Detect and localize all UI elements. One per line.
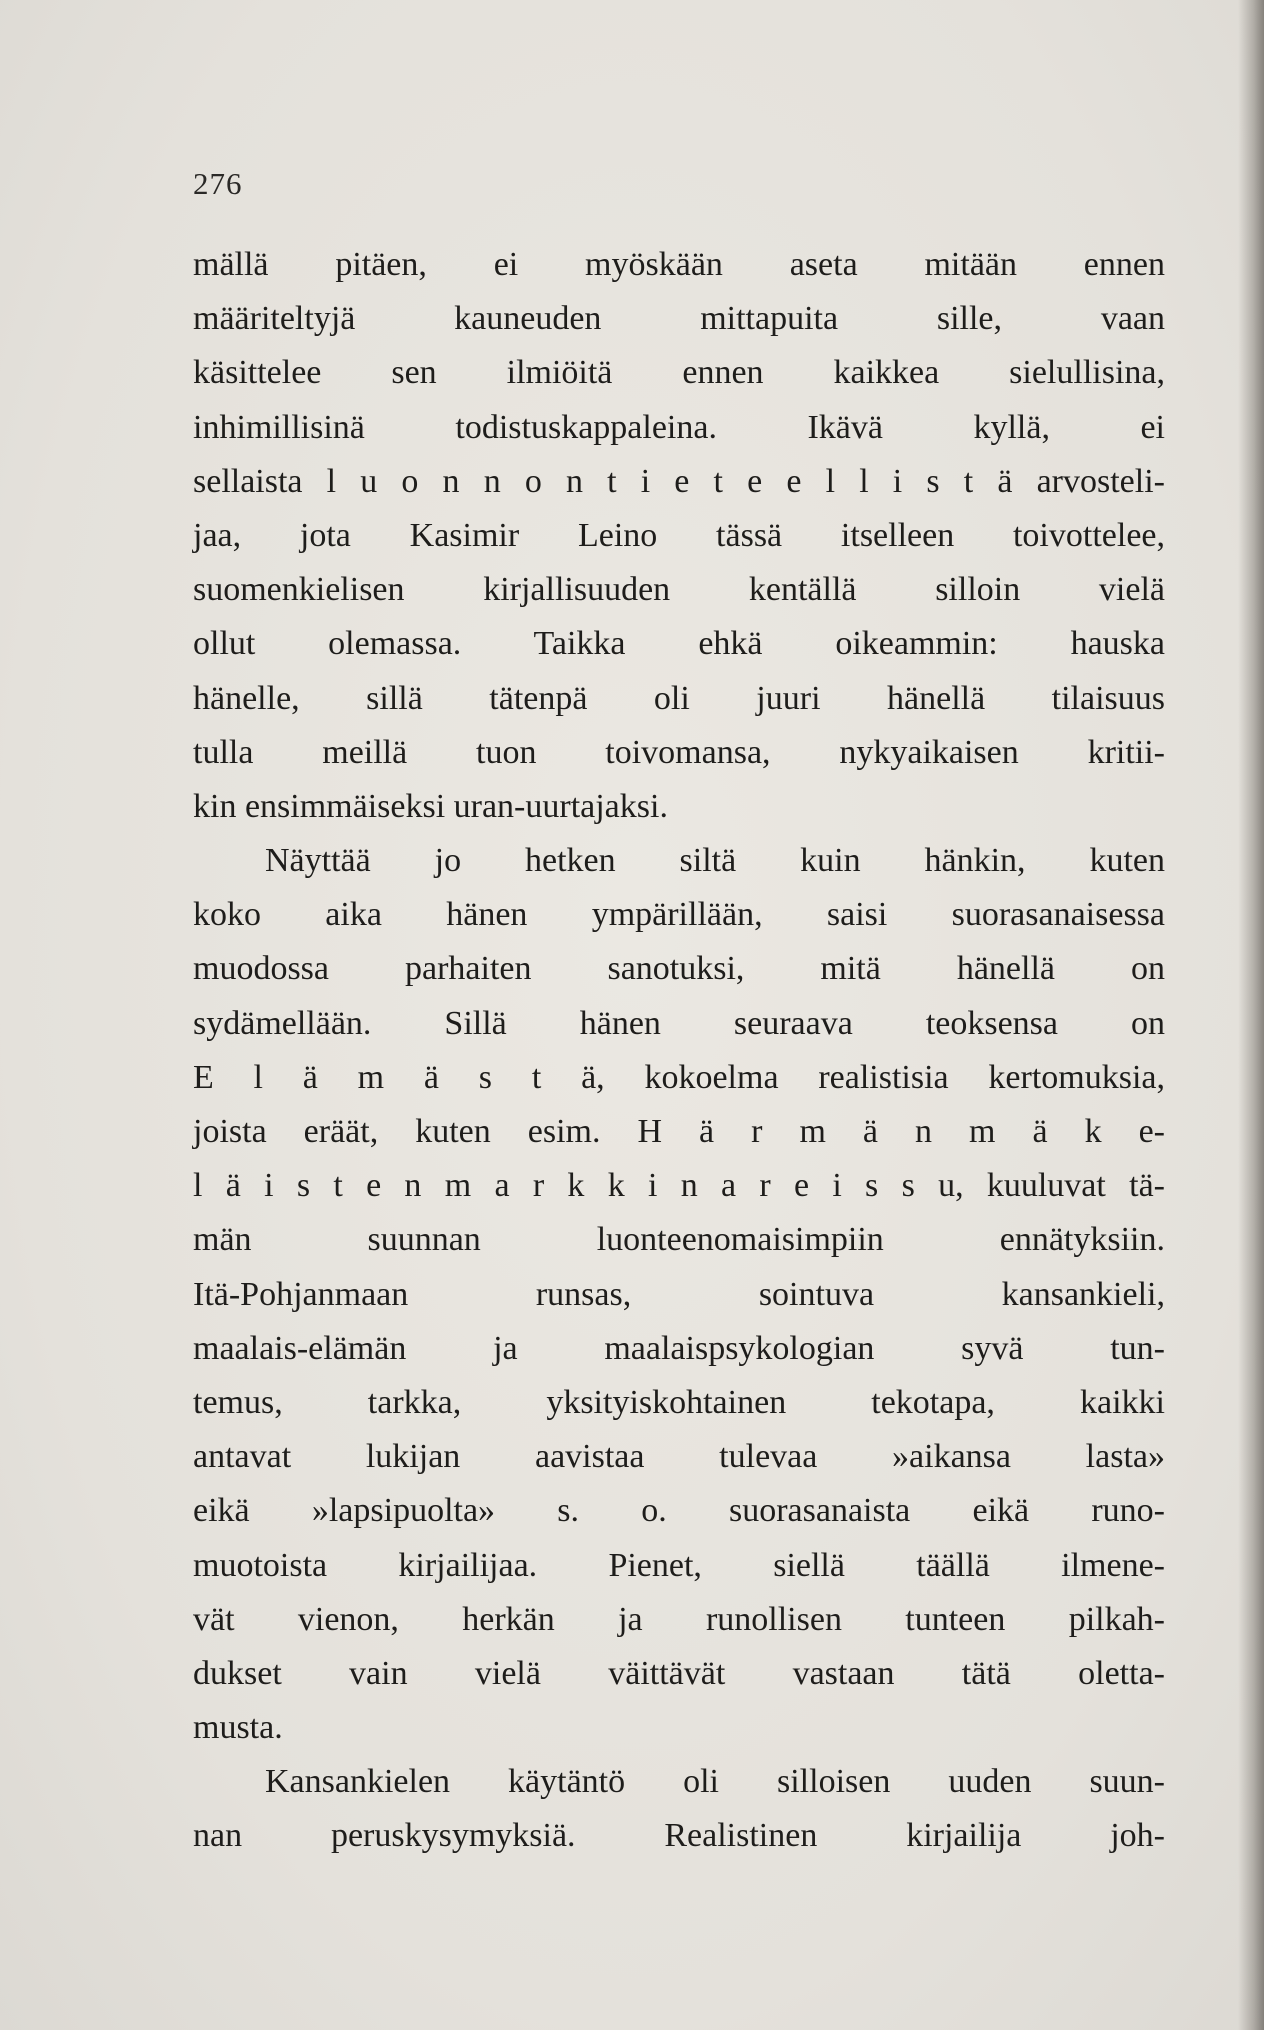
text-line: Näyttää jo hetken siltä kuin hänkin, kuten	[265, 842, 1165, 880]
text-line: dukset vain vielä väittävät vastaan tätä oletta-	[193, 1654, 1165, 1692]
text-line: Kansankielen käytäntö oli silloisen uuden suun-	[265, 1763, 1165, 1801]
text-line: maalais-elämän ja maalaispsykologian syvä tun-	[193, 1329, 1165, 1367]
text-line: temus, tarkka, yksityiskohtainen tekotapa, kaikki	[193, 1383, 1165, 1421]
page-number: 276	[193, 166, 243, 201]
text-line: tulla meillä tuon toivomansa, nykyaikaisen kritii-	[193, 733, 1165, 771]
text-line: käsittelee sen ilmiöitä ennen kaikkea sielullisina,	[193, 354, 1165, 392]
text-line: inhimillisinä todistuskappaleina. Ikävä kyllä, ei	[193, 408, 1165, 446]
text-line: määriteltyjä kauneuden mittapuita sille, vaan	[193, 300, 1165, 338]
text-line: E l ä m ä s t ä, kokoelma realistisia kertomuksia,	[193, 1058, 1165, 1096]
text-line: sydämellään. Sillä hänen seuraava teoksensa on	[193, 1004, 1165, 1042]
text-line: muotoista kirjailijaa. Pienet, siellä täällä ilmene-	[193, 1546, 1165, 1584]
text-line: kin ensimmäiseksi uran-uurtajaksi.	[193, 787, 668, 825]
text-line: män suunnan luonteenomaisimpiin ennätyksiin.	[193, 1221, 1165, 1259]
text-line: jaa, jota Kasimir Leino tässä itselleen toivottelee,	[193, 516, 1165, 554]
text-line: l ä i s t e n m a r k k i n a r e i s s u, kuuluvat tä-	[193, 1167, 1165, 1205]
text-line: antavat lukijan aavistaa tulevaa »aikansa lasta»	[193, 1438, 1165, 1476]
text-line: ollut olemassa. Taikka ehkä oikeammin: hauska	[193, 625, 1165, 663]
text-line: koko aika hänen ympärillään, saisi suorasanaisessa	[193, 896, 1165, 934]
text-line: Itä-Pohjanmaan runsas, sointuva kansankieli,	[193, 1275, 1165, 1313]
text-line: hänelle, sillä tätenpä oli juuri hänellä tilaisuus	[193, 679, 1165, 717]
text-line: joista eräät, kuten esim. H ä r m ä n m ä k e-	[193, 1113, 1165, 1150]
text-line: suomenkielisen kirjallisuuden kentällä silloin vielä	[193, 571, 1165, 609]
text-line: muodossa parhaiten sanotuksi, mitä hänellä on	[193, 950, 1165, 988]
text-line: mällä pitäen, ei myöskään aseta mitään ennen	[193, 246, 1165, 283]
text-line: musta.	[193, 1709, 283, 1747]
text-line: vät vienon, herkän ja runollisen tunteen pilkah-	[193, 1600, 1165, 1638]
text-line: sellaista l u o n n o n t i e t e e l l i s t ä arvosteli-	[193, 462, 1165, 500]
page-edge-shadow	[1238, 0, 1264, 2030]
body-text	[193, 238, 1165, 1864]
text-line: eikä »lapsipuolta» s. o. suorasanaista eikä runo-	[193, 1492, 1165, 1530]
text-line: nan peruskysymyksiä. Realistinen kirjailija joh-	[193, 1817, 1165, 1855]
